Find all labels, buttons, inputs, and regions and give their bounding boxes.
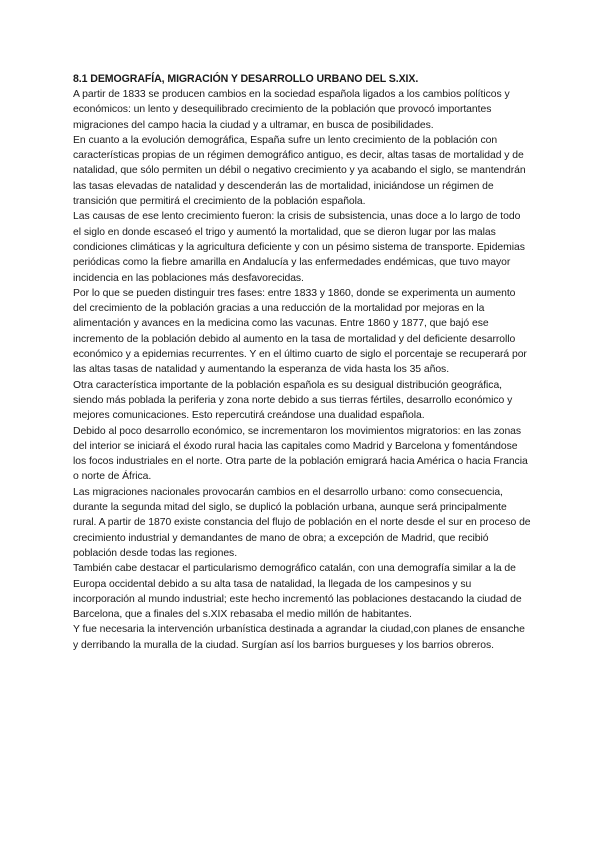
paragraph-intro: A partir de 1833 se producen cambios en la sociedad española ligados a los cambios políticos y económicos: un lento y desequilibrado crecimiento de la población que provocó importantes migraciones del campo hacia la ciudad y a ultramar, en busca de posibilidades. — [73, 89, 510, 131]
document-title: 8.1 DEMOGRAFÍA, MIGRACIÓN Y DESARROLLO URBANO DEL S.XIX. — [73, 73, 419, 85]
paragraph-causes: Las causas de ese lento crecimiento fueron: la crisis de subsistencia, unas doce a lo largo de todo el siglo en donde escaseó el trigo y aumentó la mortalidad, que se dieron lugar por las malas condiciones climáticas y la agricultura deficiente y con un pésimo sistema de transporte. Epidemias periódicas como la fiebre amarilla en Andalucía y las enfermedades endémicas, que tuvo mayor incidencia en las poblaciones más desfavorecidas. — [73, 211, 525, 284]
paragraph-urban-intervention: Y fue necesaria la intervención urbanística destinada a agrandar la ciudad,con planes de ensanche y derribando la muralla de la ciudad. Surgían así los barrios burgueses y los barrios obreros. — [73, 624, 525, 651]
paragraph-urban-development: Las migraciones nacionales provocarán cambios en el desarrollo urbano: como consecuencia, durante la segunda mitad del siglo, se duplicó la población urbana, aunque será principalmente rural. A partir de 1870 existe constancia del flujo de población en el norte desde el sur en proceso de crecimiento industrial y demandantes de mano de obra; a excepción de Madrid, que recibió población desde todas las regiones. — [73, 486, 531, 559]
paragraph-phases: Por lo que se pueden distinguir tres fases: entre 1833 y 1860, donde se experimenta un aumento del crecimiento de la población gracias a una reducción de la mortalidad por mejoras en la alimentación y avances en la medicina como las vacunas. Entre 1860 y 1877, que bajó ese incremento de la población debido al aumento en la tasa de mortalidad y del deficiente desarrollo económico y a epidemias recurrentes. Y en el último cuarto de siglo el porcentaje se recuperará por las altas tasas de natalidad y aumentando la esperanza de vida hasta los 35 años. — [73, 287, 527, 376]
paragraph-distribution: Otra característica importante de la población española es su desigual distribución geográfica, siendo más poblada la periferia y zona norte debido a sus tierras fértiles, desarrollo económico y mejores comunicaciones. Esto repercutirá creándose una dualidad española. — [73, 379, 513, 422]
paragraph-catalan: También cabe destacar el particularismo demográfico catalán, con una demografía similar a la de Europa occidental debido a su alta tasa de natalidad, la llegada de los campesinos y su incorporación al mundo industrial; este hecho incrementó las poblaciones destacando la ciudad de Barcelona, que a finales del s.XIX rebasaba el medio millón de habitantes. — [73, 563, 522, 621]
paragraph-migrations: Debido al poco desarrollo económico, se incrementaron los movimientos migratorios: en las zonas del interior se iniciará el éxodo rural hacia las capitales como Madrid y Barcelona y fomentándose los focos industriales en el norte. Otra parte de la población emigrará hacia América o hacia Francia o norte de África. — [73, 425, 528, 483]
paragraph-demographic-evolution: En cuanto a la evolución demográfica, España sufre un lento crecimiento de la población con características propias de un régimen demográfico antiguo, es decir, altas tasas de mortalidad y de natalidad, que sólo permiten un débil o negativo crecimiento y ya acabando el siglo, se mantendrán las tasas elevadas de natalidad y descenderán las de mortalidad, iniciándose un régimen de transición que permitirá el crecimiento de la población española. — [73, 134, 526, 208]
document-body — [73, 72, 531, 653]
